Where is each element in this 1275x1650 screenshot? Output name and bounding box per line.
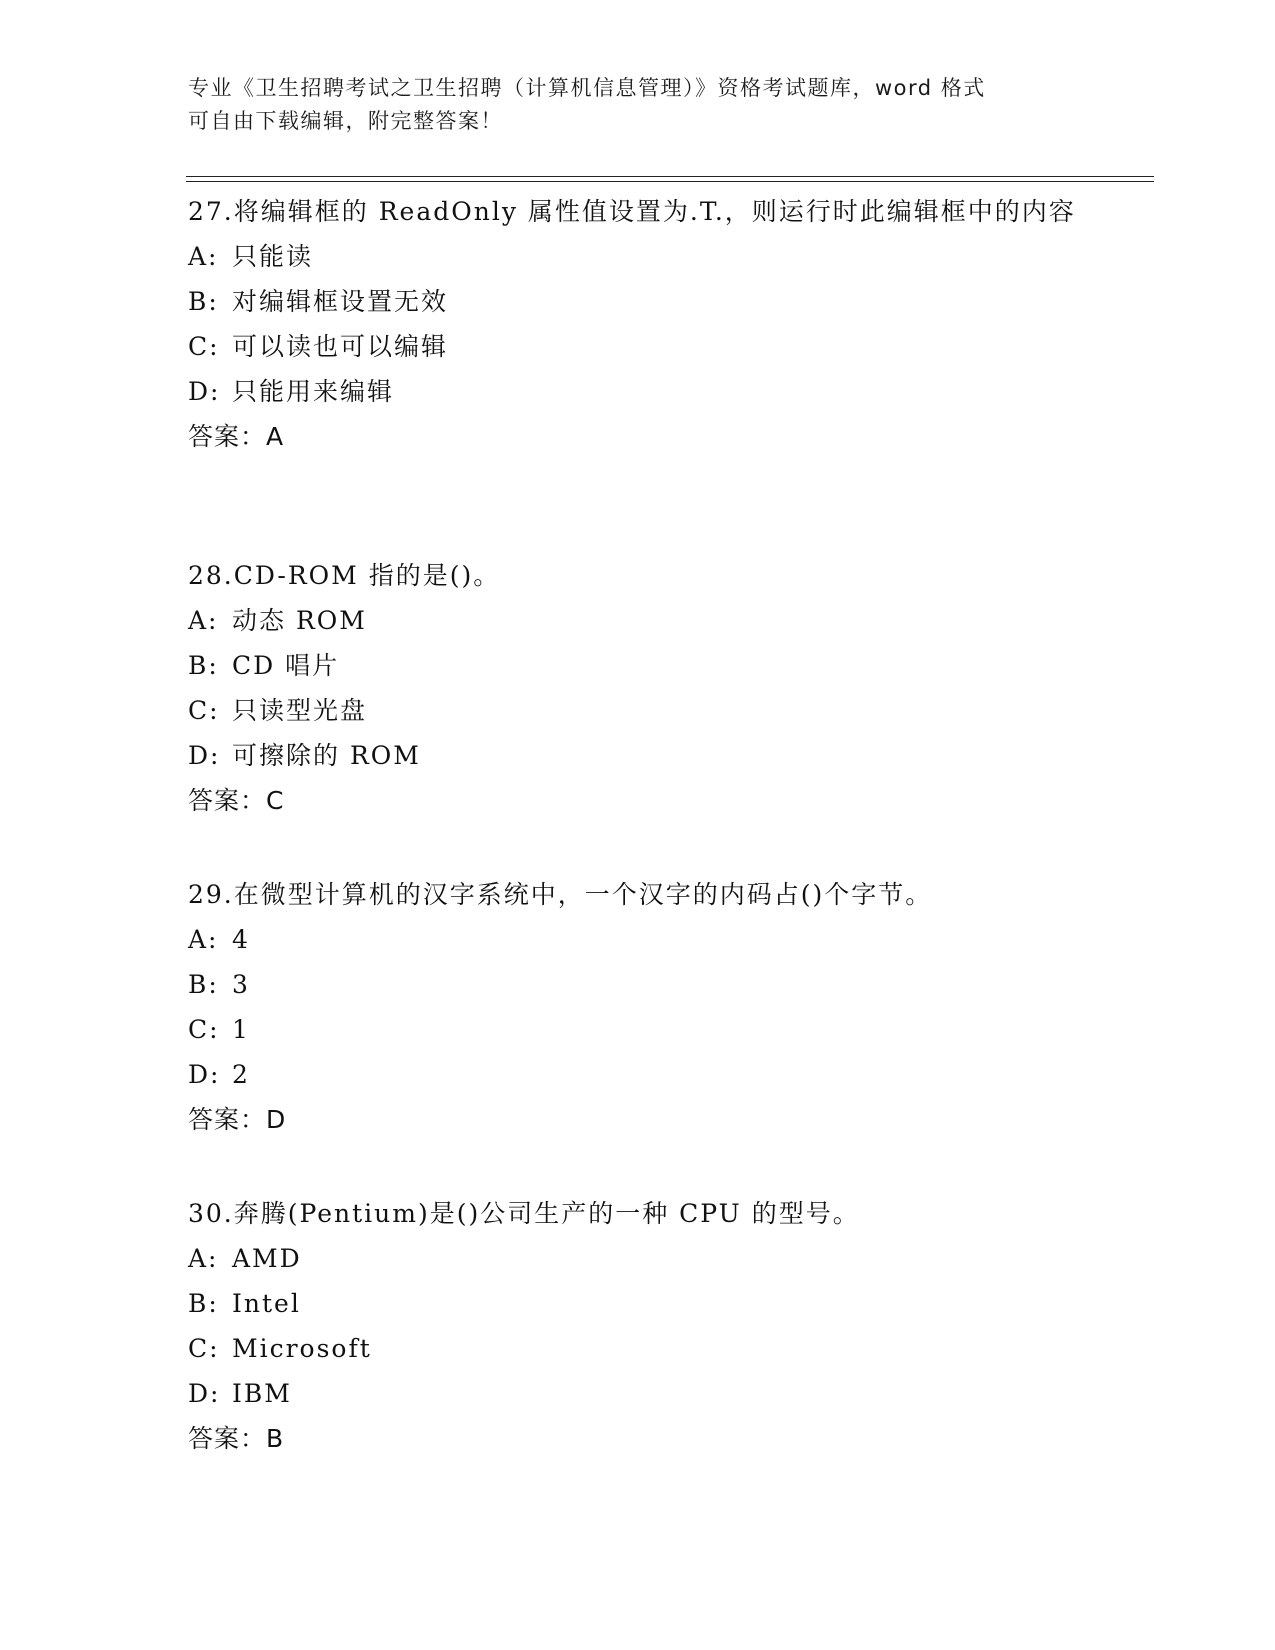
document-header [188,72,1088,138]
option-text: Intel [232,1289,301,1318]
option-a [188,598,1088,643]
option-b [188,279,1088,324]
answer-line: 答案：B [188,1424,285,1453]
answer-line: 答案：A [188,422,285,451]
option-c [188,1326,1088,1371]
option-d [188,733,1088,778]
option-key: B: [188,651,219,680]
option-key: A: [188,1244,219,1273]
option-key: A: [188,925,219,954]
option-key: B: [188,287,219,316]
option-b [188,1281,1088,1326]
option-a [188,917,1088,962]
header-divider-bottom [186,181,1154,182]
option-key: A: [188,606,219,635]
option-text: 可擦除的 ROM [232,741,421,770]
option-d [188,1052,1088,1097]
option-text: 只能用来编辑 [232,377,395,406]
option-key: C: [188,332,220,361]
option-c [188,688,1088,733]
question-30 [188,1191,1088,1461]
question-stem: 28.CD-ROM 指的是()。 [188,561,501,590]
option-key: C: [188,696,220,725]
option-text: 对编辑框设置无效 [232,287,449,316]
answer-line: 答案：D [188,1105,287,1134]
question-stem: 27.将编辑框的 ReadOnly 属性值设置为.T.，则运行时此编辑框中的内容 [188,197,1076,226]
option-key: B: [188,970,219,999]
option-text: Microsoft [232,1334,372,1363]
header-line-2: 可自由下载编辑，附完整答案！ [188,109,503,133]
header-divider-top [186,176,1154,177]
option-text: 只能读 [232,242,314,271]
question-27 [188,189,1088,459]
option-text: 动态 ROM [232,606,367,635]
question-28 [188,553,1088,823]
question-stem: 30.奔腾(Pentium)是()公司生产的一种 CPU 的型号。 [188,1199,860,1228]
option-text: AMD [232,1244,302,1273]
option-text: IBM [232,1379,292,1408]
option-key: D: [188,741,221,770]
option-c [188,324,1088,369]
option-text: CD 唱片 [232,651,340,680]
option-text: 1 [232,1015,250,1044]
option-text: 4 [232,925,250,954]
option-b [188,962,1088,1007]
option-key: C: [188,1015,220,1044]
option-d [188,1371,1088,1416]
option-key: D: [188,1060,221,1089]
option-key: A: [188,242,219,271]
option-text: 2 [232,1060,250,1089]
option-a [188,1236,1088,1281]
option-key: C: [188,1334,220,1363]
option-text: 只读型光盘 [232,696,368,725]
option-key: D: [188,377,221,406]
header-line-1: 专业《卫生招聘考试之卫生招聘（计算机信息管理）》资格考试题库，word 格式 [188,76,986,100]
option-c [188,1007,1088,1052]
option-d [188,369,1088,414]
option-text: 3 [232,970,250,999]
option-key: B: [188,1289,219,1318]
option-key: D: [188,1379,221,1408]
option-b [188,643,1088,688]
question-29 [188,872,1088,1142]
answer-line: 答案：C [188,786,285,815]
option-a [188,234,1088,279]
question-stem: 29.在微型计算机的汉字系统中，一个汉字的内码占()个字节。 [188,880,933,909]
option-text: 可以读也可以编辑 [232,332,449,361]
